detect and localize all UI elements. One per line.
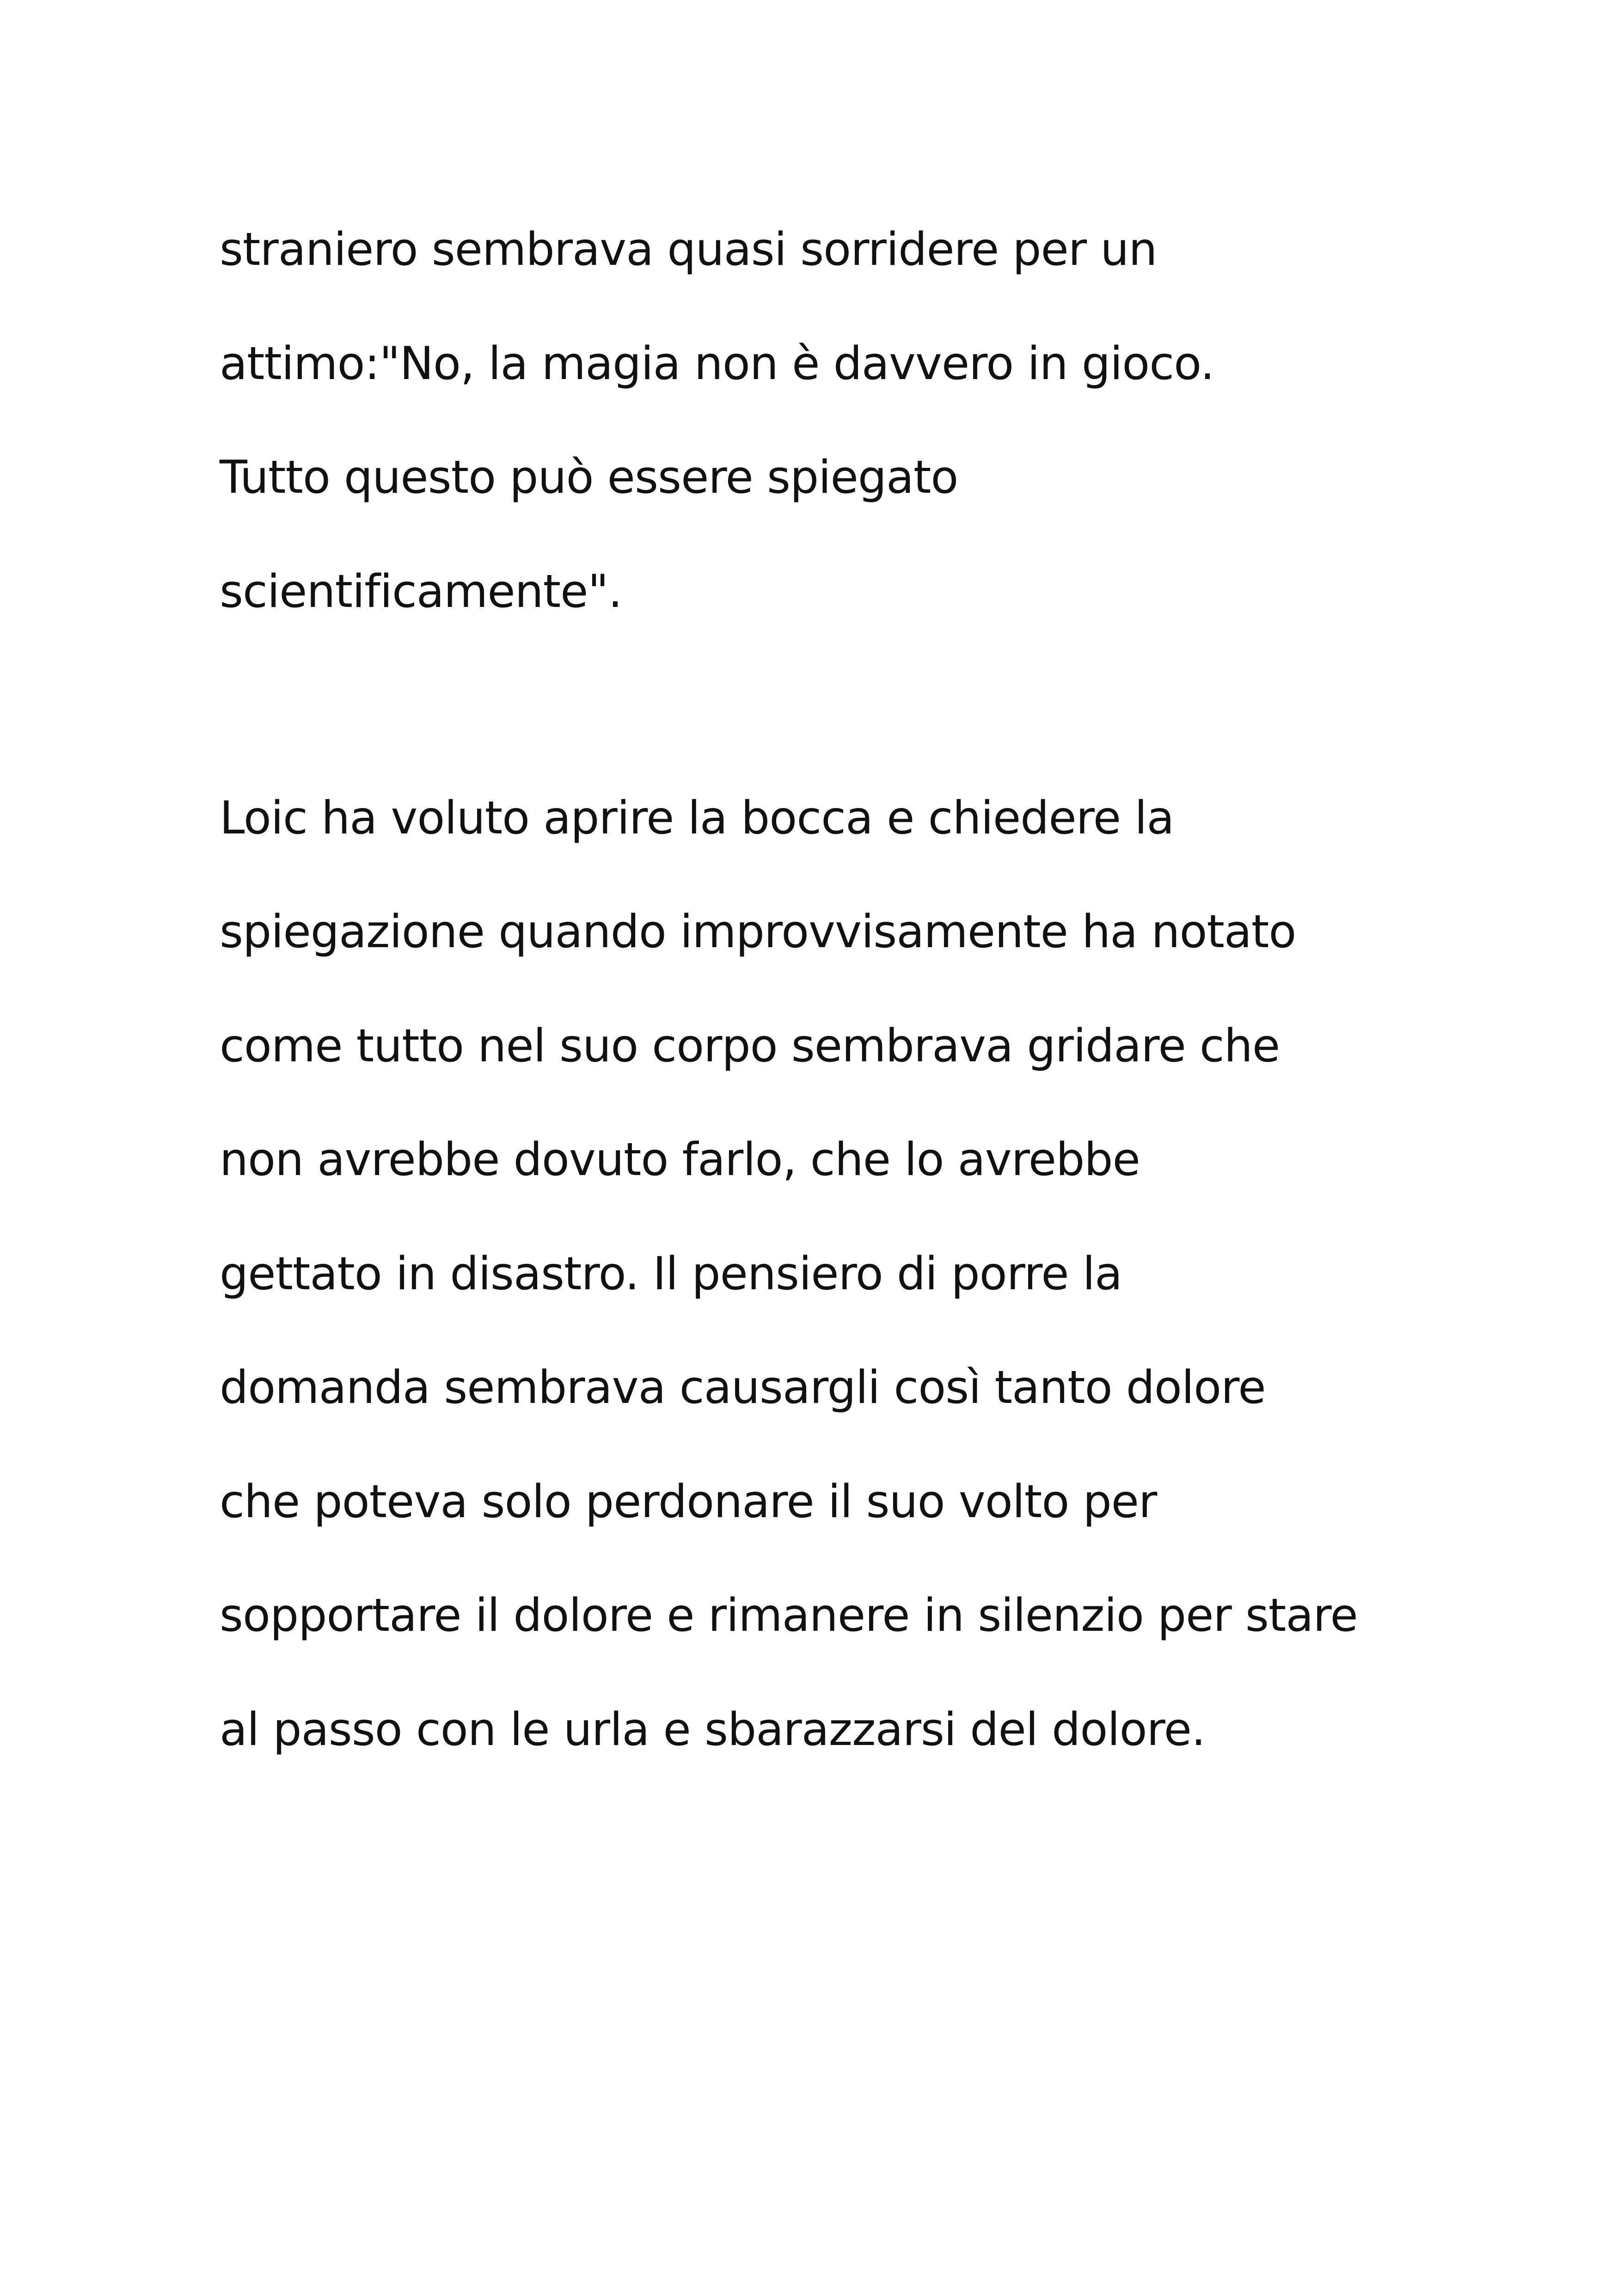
text-line: come tutto nel suo corpo sembrava gridare che	[220, 1020, 1280, 1072]
text-line: attimo:"No, la magia non è davvero in gioco.	[220, 337, 1214, 390]
text-line: Loic ha voluto aprire la bocca e chiedere la	[220, 792, 1174, 845]
text-line: al passo con le urla e sbarazzarsi del dolore.	[220, 1703, 1206, 1756]
text-line: non avrebbe dovuto farlo, che lo avrebbe	[220, 1133, 1140, 1186]
text-line: che poteva solo perdonare il suo volto per	[220, 1476, 1157, 1528]
text-line: straniero sembrava quasi sorridere per un	[220, 223, 1157, 276]
text-line: sopportare il dolore e rimanere in silenzio per stare	[220, 1589, 1358, 1642]
text-line: scientificamente".	[220, 565, 622, 618]
text-line: domanda sembrava causargli così tanto dolore	[220, 1361, 1266, 1414]
text-line: spiegazione quando improvvisamente ha notato	[220, 906, 1296, 958]
text-line: Tutto questo può essere spiegato	[220, 451, 958, 504]
text-line: gettato in disastro. Il pensiero di porre la	[220, 1248, 1122, 1300]
